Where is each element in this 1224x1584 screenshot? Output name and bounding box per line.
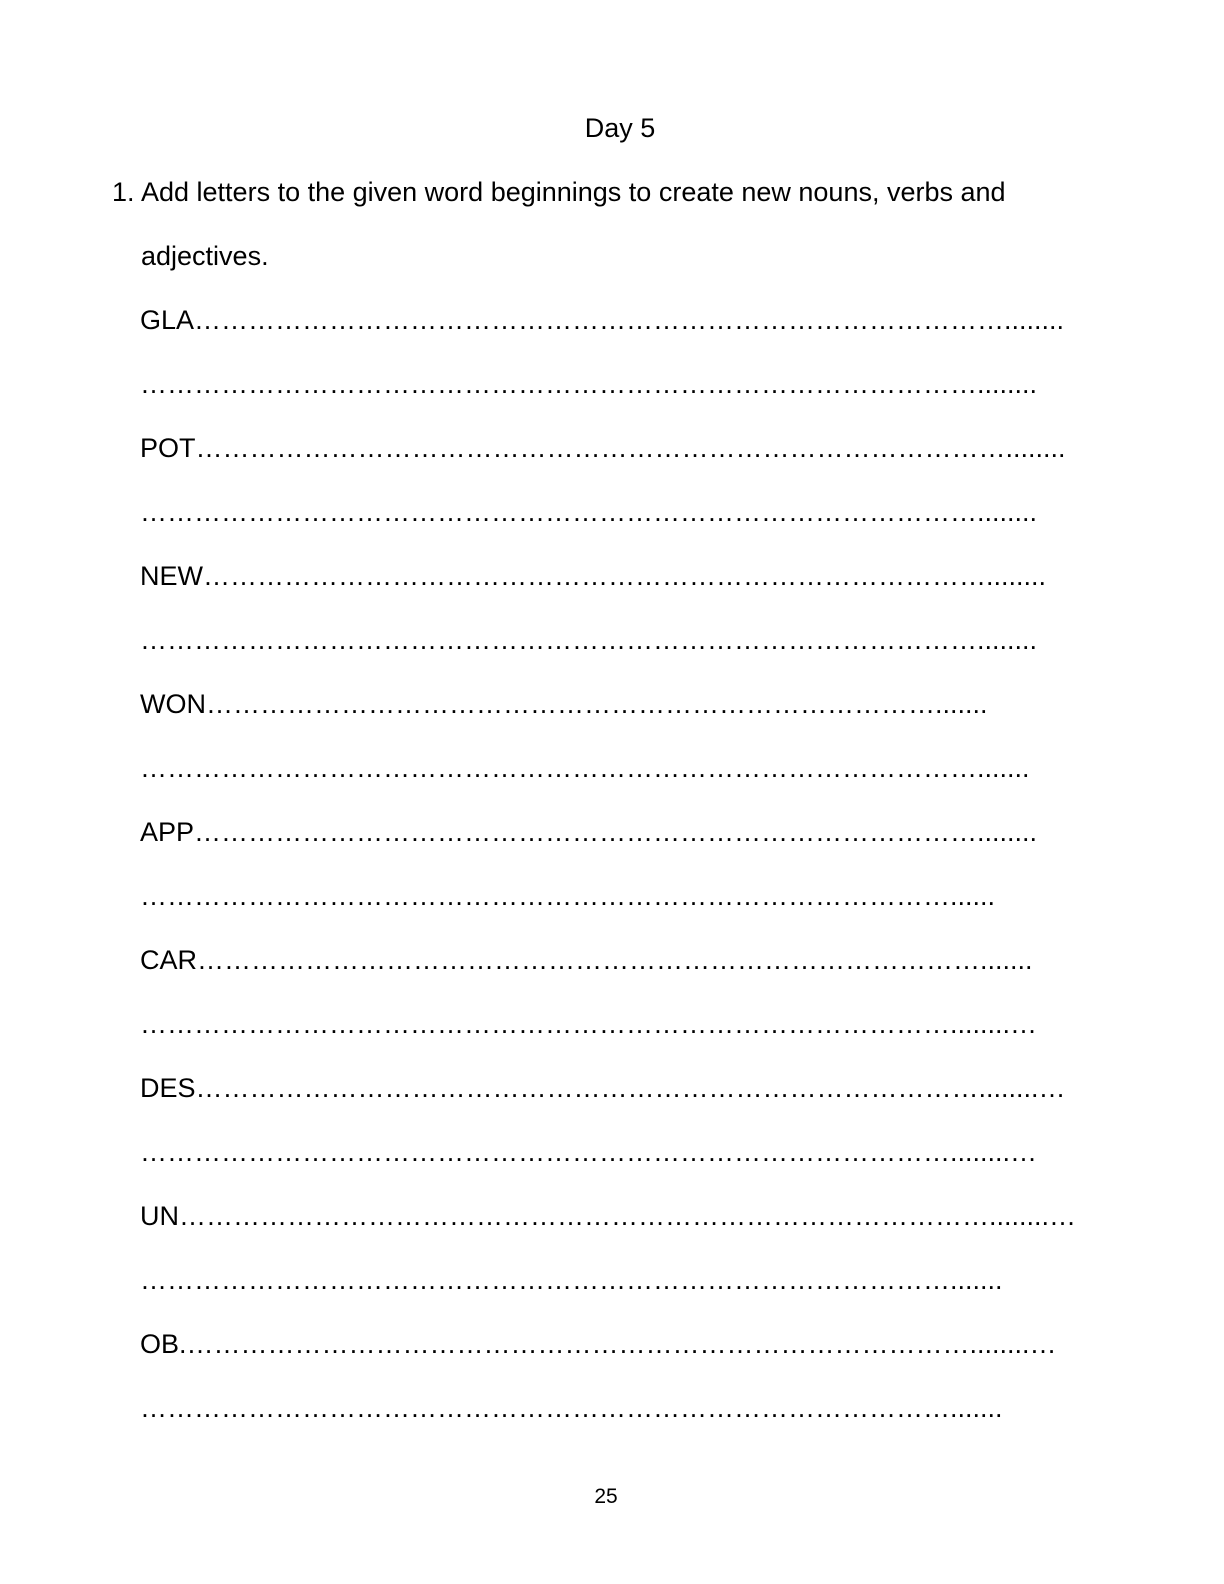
answer-line: [140, 1120, 1100, 1184]
page-title: Day 5: [584, 113, 656, 143]
answer-line: [140, 864, 1100, 928]
blank-fill-dots: ……………………………………………………………………………….......: [140, 1393, 1003, 1423]
blank-fill-dots: …………………………………………………………………………………........: [140, 369, 1038, 399]
word-beginning: UN: [140, 1201, 179, 1231]
blank-fill-dots: ………………………………………………………………………………….......: [140, 753, 1030, 783]
answer-line: [140, 992, 1100, 1056]
blank-fill-dots: ……………………………………………………………………….......: [205, 689, 988, 719]
answer-line: [140, 1184, 1100, 1248]
instruction-text: Add letters to the given word beginnings to create new nouns, verbs and adjectives.: [141, 177, 1006, 271]
word-beginning: CAR: [140, 945, 198, 975]
answer-line: [140, 1376, 1100, 1440]
answer-line: [140, 1312, 1100, 1376]
answer-line: [140, 288, 1100, 352]
answer-line: [140, 1248, 1100, 1312]
exercise-number: 1.: [112, 177, 135, 207]
answer-line: [140, 544, 1100, 608]
answer-lines: [140, 288, 1112, 1440]
blank-fill-dots: ……………………………………………………………………………........: [194, 817, 1038, 847]
answer-line: [140, 928, 1100, 992]
instruction: [112, 160, 1112, 288]
word-beginning: NEW: [140, 561, 203, 591]
blank-fill-dots: ……………………………………………………………………………........: [203, 561, 1047, 591]
word-beginning: DES: [140, 1073, 196, 1103]
blank-fill-dots: ………………………………………………………………………………........: [195, 433, 1066, 463]
blank-fill-dots: ………………………………………………………………………………........…: [140, 1137, 1038, 1167]
answer-line: [140, 480, 1100, 544]
answer-line: [140, 352, 1100, 416]
answer-line: [140, 1056, 1100, 1120]
blank-fill-dots: ……………………………………………………………………………........…: [186, 1329, 1057, 1359]
answer-line: [140, 608, 1100, 672]
blank-fill-dots: ………………………………………………………………………………........: [194, 305, 1065, 335]
blank-fill-dots: …………………………………………………………………………….......: [197, 945, 1033, 975]
blank-fill-dots: …………………………………………………………………………………........: [140, 625, 1038, 655]
blank-fill-dots: ………………………………………………………………………………........…: [140, 1009, 1038, 1039]
blank-fill-dots: …………………………………………………………………………………........: [140, 497, 1038, 527]
word-beginning: WON: [140, 689, 206, 719]
answer-line: [140, 416, 1100, 480]
word-beginning: APP: [140, 817, 195, 847]
word-beginning: POT: [140, 433, 196, 463]
blank-fill-dots: ……………………………………………………………………………….......: [140, 1265, 1003, 1295]
exercise-1: [112, 176, 1112, 1440]
blank-fill-dots: ……………………………………………………………………………........…: [195, 1073, 1066, 1103]
answer-line: [140, 672, 1100, 736]
blank-fill-dots: ………………………………………………………………………………........…: [179, 1201, 1077, 1231]
answer-line: [140, 736, 1100, 800]
word-beginning: OB.: [140, 1329, 187, 1359]
word-beginning: GLA: [140, 305, 195, 335]
page-number: 25: [594, 1485, 618, 1508]
blank-fill-dots: ………………………………………………………………………………......: [140, 881, 996, 911]
answer-line: [140, 800, 1100, 864]
